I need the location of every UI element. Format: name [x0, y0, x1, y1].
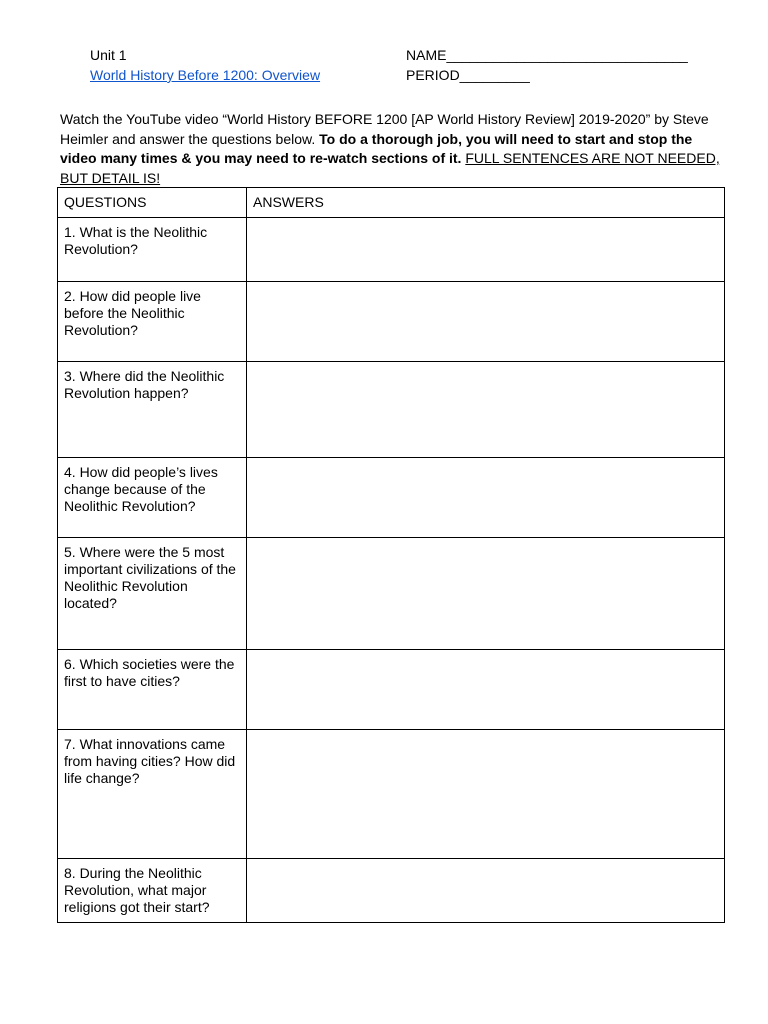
- table-row: [58, 730, 725, 859]
- table-row: [58, 650, 725, 730]
- instructions-underlined-text: FULL SENTENCES ARE NOT NEEDED, BUT DETAIL IS!: [60, 150, 720, 186]
- name-field[interactable]: NAME_______________________________: [406, 47, 688, 63]
- table-row: [58, 282, 725, 362]
- header-left: [90, 45, 320, 85]
- table-row: [58, 458, 725, 538]
- answer-cell[interactable]: [247, 282, 725, 362]
- answer-cell[interactable]: [247, 538, 725, 650]
- table-row: [58, 538, 725, 650]
- answer-cell[interactable]: [247, 458, 725, 538]
- question-cell: 2. How did people live before the Neolithic Revolution?: [58, 282, 247, 362]
- answers-column-header: ANSWERS: [247, 188, 725, 218]
- instructions-text: Watch the YouTube video “World History BEFORE 1200 [AP World History Review] 2019-2020” by Steve Heimler and answer the questions below.: [60, 111, 709, 147]
- question-cell: 1. What is the Neolithic Revolution?: [58, 218, 247, 282]
- questions-table: [57, 187, 725, 923]
- header-right: [406, 45, 688, 85]
- question-cell: 6. Which societies were the first to have cities?: [58, 650, 247, 730]
- question-cell: 8. During the Neolithic Revolution, what major religions got their start?: [58, 859, 247, 923]
- unit-label: Unit 1: [90, 47, 127, 63]
- questions-column-header: QUESTIONS: [58, 188, 247, 218]
- table-header-row: [58, 188, 725, 218]
- question-cell: 4. How did people’s lives change because of the Neolithic Revolution?: [58, 458, 247, 538]
- answer-cell[interactable]: [247, 859, 725, 923]
- table-row: [58, 859, 725, 923]
- table-row: [58, 218, 725, 282]
- instructions-paragraph: [60, 110, 730, 188]
- answer-cell[interactable]: [247, 650, 725, 730]
- overview-link[interactable]: World History Before 1200: Overview: [90, 67, 321, 83]
- answer-cell[interactable]: [247, 218, 725, 282]
- table-row: [58, 362, 725, 458]
- answer-cell[interactable]: [247, 362, 725, 458]
- answer-cell[interactable]: [247, 730, 725, 859]
- question-cell: 5. Where were the 5 most important civilizations of the Neolithic Revolution located?: [58, 538, 247, 650]
- period-field[interactable]: PERIOD_________: [406, 67, 530, 83]
- question-cell: 3. Where did the Neolithic Revolution happen?: [58, 362, 247, 458]
- question-cell: 7. What innovations came from having cities? How did life change?: [58, 730, 247, 859]
- instructions-bold-text: To do a thorough job, you will need to start and stop the video many times & you may need to re-watch sections of it.: [60, 130, 693, 166]
